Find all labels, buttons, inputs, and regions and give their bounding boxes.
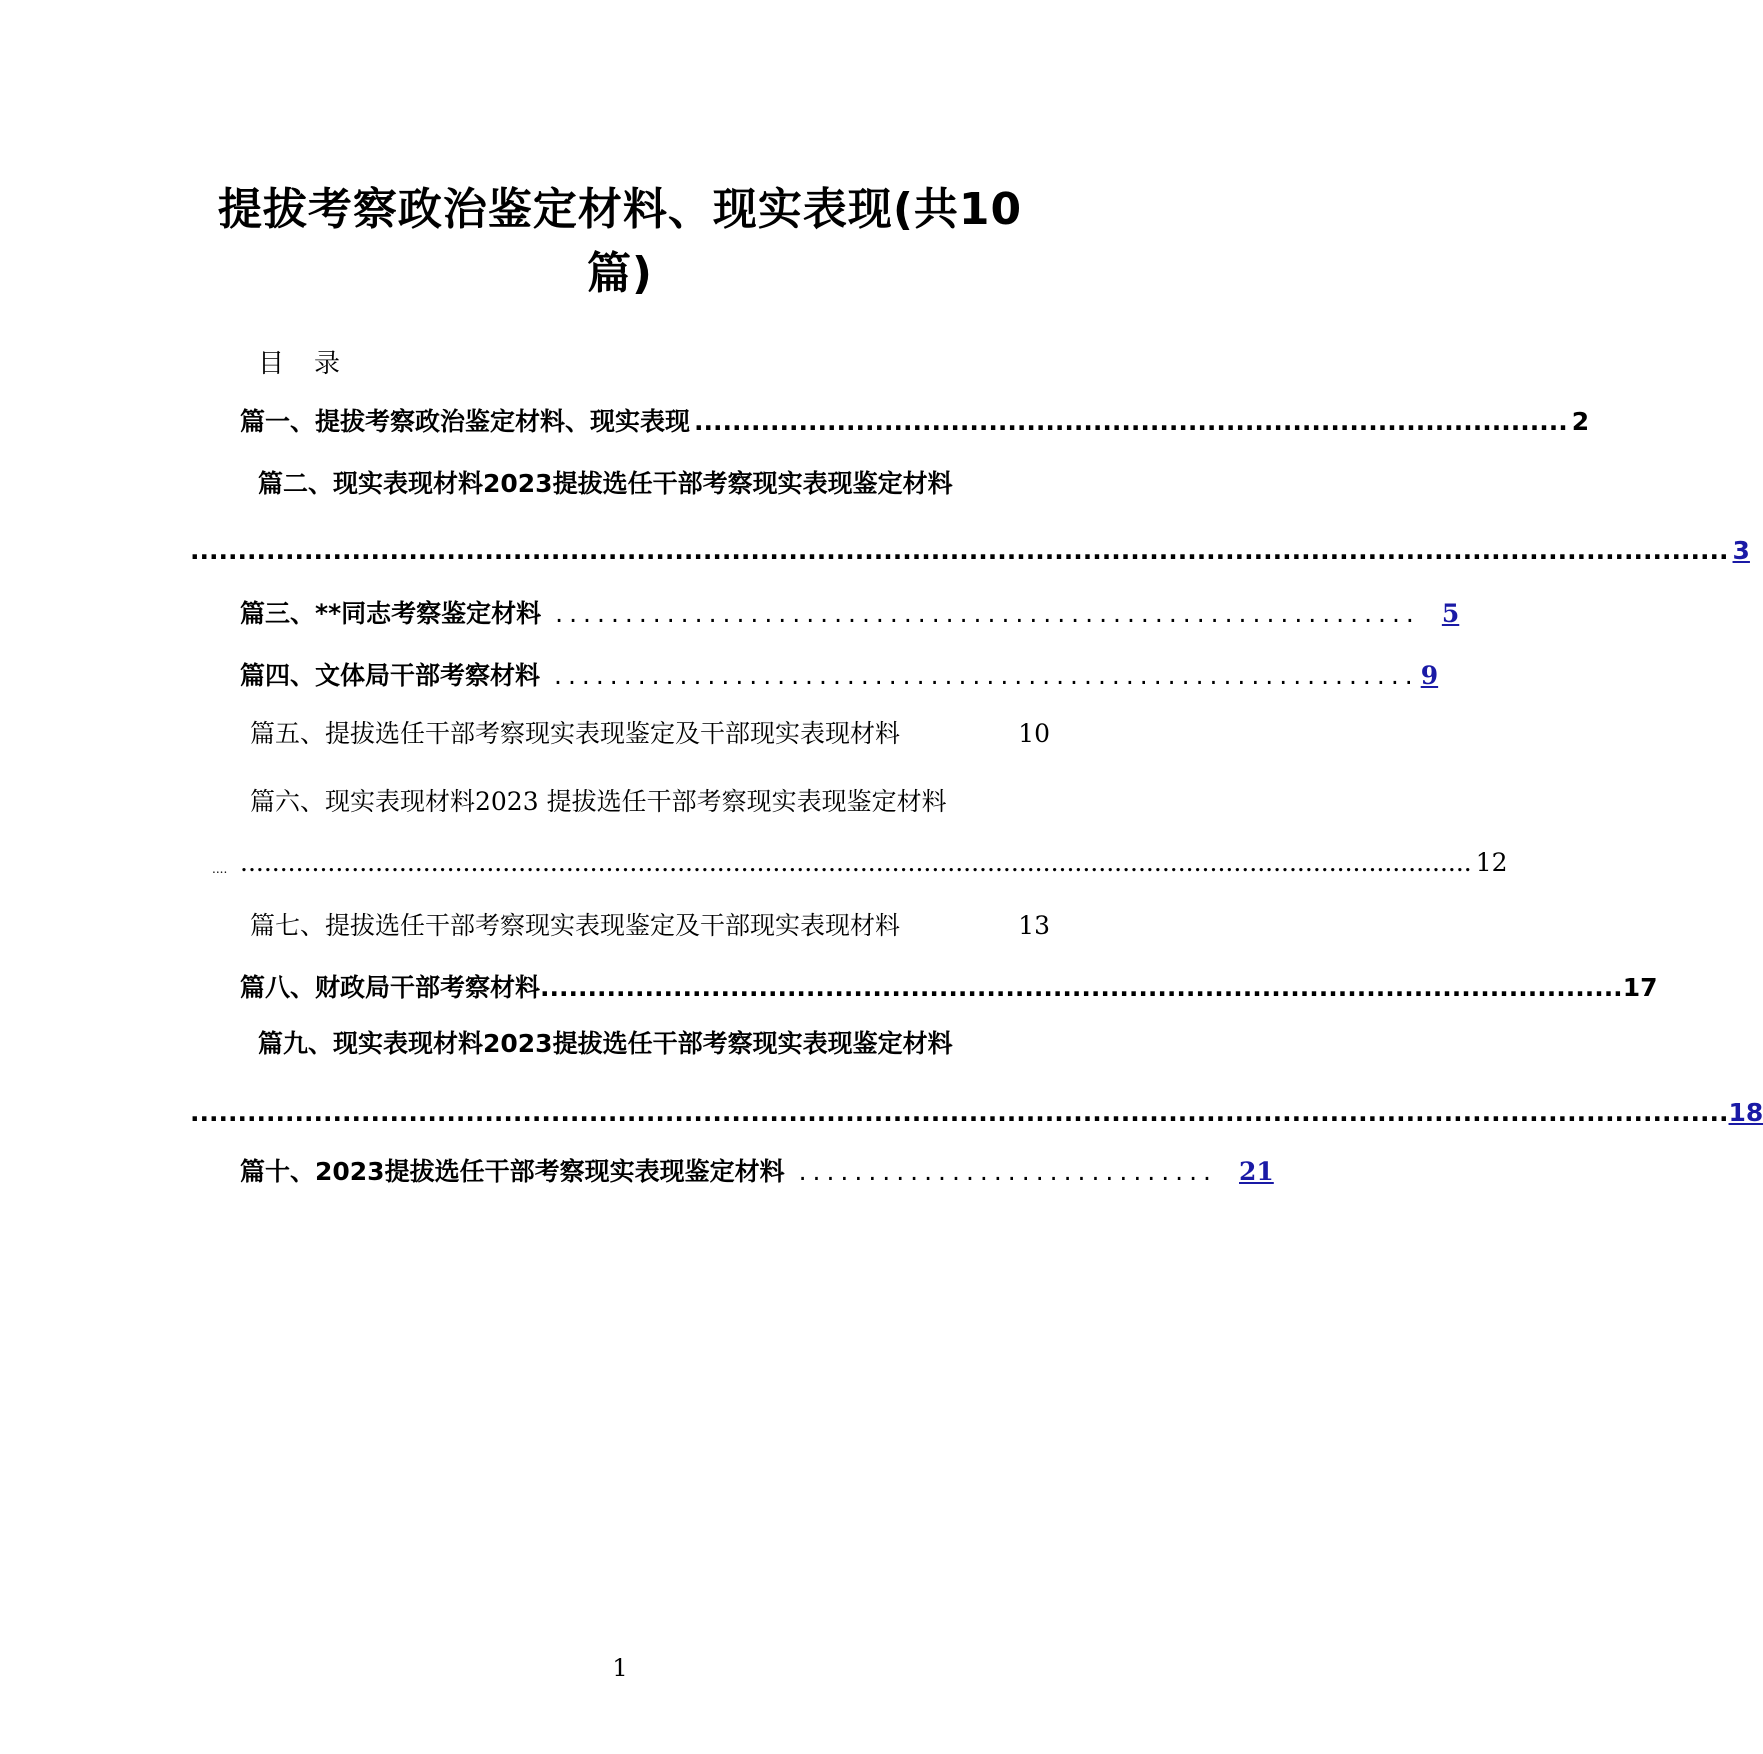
toc-entry-6-page: 12 [1475,848,1508,877]
document-title [190,178,1050,306]
toc-entry-2-leader: .................................................................................................................................................................. [190,536,1729,565]
toc-entry-5[interactable] [250,714,1050,750]
toc-entry-8-label: 篇八、财政局干部考察材料 [240,973,541,1002]
toc-entry-7[interactable] [250,906,1050,942]
toc-entry-8-page: 17 [1622,973,1658,1002]
toc-entry-9-page[interactable]: 18 [1728,1098,1763,1127]
document-title-line-2: 篇) [586,248,654,299]
toc-entry-8[interactable] [240,968,1658,1004]
toc-entry-9[interactable] [190,1098,1763,1127]
toc-entry-6[interactable] [240,848,1508,877]
toc-entry-6-label[interactable]: 篇六、现实表现材料2023 提拔选任干部考察现实表现鉴定材料 [250,787,947,816]
toc-entry-1-label: 篇一、提拔考察政治鉴定材料、现实表现 [240,407,691,436]
toc-heading-char-1: 目 [258,349,285,379]
page-number: 1 [612,1654,628,1682]
toc-heading [258,346,340,382]
toc-entry-9-label[interactable]: 篇九、现实表现材料2023提拔选任干部考察现实表现鉴定材料 [258,1029,953,1058]
toc-entry-9-leader: .................................................................................................................................................................. [190,1098,1729,1127]
toc-entry-5-label: 篇五、提拔选任干部考察现实表现鉴定及干部现实表现材料 [250,719,901,748]
document-title-line-1: 提拔考察政治鉴定材料、现实表现(共10 [217,184,1023,235]
toc-entry-3[interactable] [240,594,1460,630]
toc-heading-char-2: 录 [314,349,341,379]
toc-entry-3-label: 篇三、**同志考察鉴定材料 [240,599,542,628]
toc-entry-5-page: 10 [1018,719,1050,748]
toc-entry-10[interactable] [240,1152,1274,1188]
toc-entry-3-leader: .............................................................. [555,599,1420,628]
toc-entry-1-leader: ............................................................................................ [694,407,1568,436]
toc-entry-10-page[interactable]: 21 [1239,1157,1274,1186]
toc-entry-6-leader: ........................................................................................................................................................... [240,848,1472,877]
toc-entry-3-page[interactable]: 5 [1441,599,1460,628]
toc-entry-1-page: 2 [1571,407,1590,436]
toc-entry-4-page[interactable]: 9 [1420,661,1439,690]
toc-entry-7-page: 13 [1018,911,1050,940]
toc-entry-4[interactable] [240,656,1439,692]
toc-entry-7-label: 篇七、提拔选任干部考察现实表现鉴定及干部现实表现材料 [250,911,901,940]
toc-entry-8-leader: .................................................................................................................. [540,973,1623,1002]
toc-entry-2-page[interactable]: 3 [1732,536,1750,565]
toc-entry-2[interactable] [190,536,1750,565]
toc-entry-4-label: 篇四、文体局干部考察材料 [240,661,541,690]
toc-entry-6-small-leader: .... [212,862,228,876]
toc-entry-1[interactable] [240,402,1590,438]
toc-entry-10-label: 篇十、2023提拔选任干部考察现实表现鉴定材料 [240,1157,785,1186]
toc-entry-4-leader: .............................................................. [554,661,1419,690]
toc-entry-10-leader: .............................. [798,1157,1217,1186]
toc-entry-2-label[interactable]: 篇二、现实表现材料2023提拔选任干部考察现实表现鉴定材料 [258,469,953,498]
